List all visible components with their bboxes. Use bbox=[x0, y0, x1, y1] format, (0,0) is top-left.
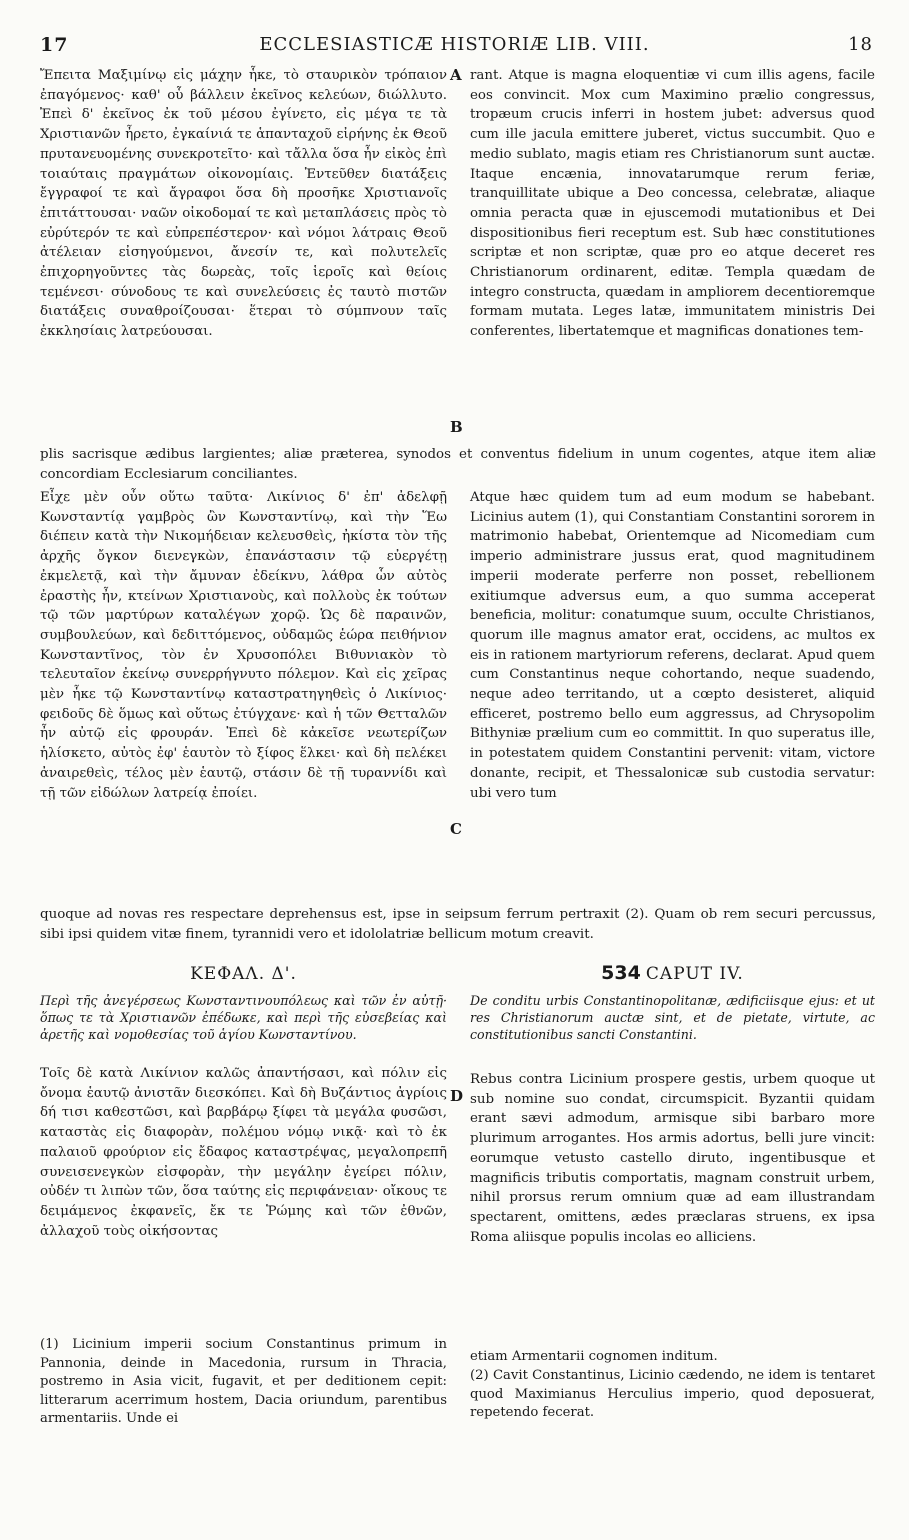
running-title: ECCLESIASTICÆ HISTORIÆ LIB. VIII. bbox=[259, 34, 650, 55]
margin-marker-c: C bbox=[450, 820, 462, 838]
right-page-number: 18 bbox=[848, 34, 873, 55]
greek-chapter-subtitle: Περὶ τῆς ἀνεγέρσεως Κωνσταντινουπόλεως καὶ τῶν ἐν αὐτῇ· ὅπως τε τὰ Χριστιανῶν ἐπέδωκε, καὶ περὶ τῆς εὐσεβείας καὶ ἀρετῆς καὶ νομοθεσίας τοῦ ἁγίου Κωνσταντίνου. bbox=[40, 993, 447, 1042]
latin-chapter-heading: CAPUT IV. bbox=[645, 964, 744, 984]
latin-passage-1: rant. Atque is magna eloquentiæ vi cum illis agens, facile eos convincit. Mox cum Maximino prælio congressus, tropæum crucis inferri in hostem jubet: adversus quod cum ille jacula emittere juberet, victus succumbit. Quo e medio sublato, magis etiam res Christianorum sunt auctæ. Itaque encænia, innovatarumque rerum feriæ, tranquillitate ubique a Deo concessa, celebratæ, aliaque omnia peracta quæ in ejuscemodi mutationibus et Dei dispositionibus fieri receptum est. Sub hæc constitutiones scriptæ et non scriptæ, quæ pro eo atque deceret res Christianorum ordinarent, editæ. Templa quædam de integro constructa, quædam in ampliorem decentioremque formam mutata. Leges latæ, immunitatem ministris Dei conferentes, libertatemque et magnificas donationes tem- bbox=[470, 68, 875, 340]
latin-chapter-subtitle: De conditu urbis Constantinopolitanæ, ædificiisque ejus: et ut res Christianorum auctæ sint, et de pietate, virtute, ac constitutionibus sancti Constantini. bbox=[470, 993, 875, 1042]
greek-chapter-heading: ΚΕΦΑΛ. Δ'. bbox=[190, 964, 297, 984]
column-number: 534 bbox=[601, 962, 641, 984]
left-page-number: 17 bbox=[40, 34, 69, 56]
margin-marker-d: D bbox=[450, 1087, 464, 1105]
latin-passage-2: Atque hæc quidem tum ad eum modum se habebant. Licinius autem (1), qui Constantiam Constantini sororem in matrimonio habebat, Orientemque ad Nicomediam cum imperio administrare jussus erat, quod magnitudinem imperii moderate perferre non posset, rebellionem exitiumque adversus eum, a quo summa acceperat beneficia, molitur: conatumque suum, occulte Christianos, quorum ille magnus amator erat, occidens, ac multos ex eis in rationem martyriorum referens, declarat. Apud quem cum Constantinus neque cohortando, neque suadendo, neque adeo territando, ut a cœpto desisteret, aliquid efficeret, postremo bello eum aggressus, ad Chrysopolim Bithyniæ prælium cum eo committit. In quo superatus ille, in potestatem quidem Constantini pervenit: vitam, victore donante, recipit, et Thessalonicæ sub custodia servatur: ubi vero tum bbox=[470, 490, 875, 801]
latin-passage-1-continued: plis sacrisque ædibus largientes; aliæ præterea, synodos et conventus fidelium in unum cogentes, atque item aliæ concordiam Ecclesiarum conciliantes. bbox=[40, 447, 876, 482]
footnote-2: (2) Cavit Constantinus, Licinio cædendo, ne idem is tentaret quod Maximianus Herculius imperio, quod deposuerat, repetendo fecerat. bbox=[470, 1368, 875, 1420]
footnote-1: (1) Licinium imperii socium Constantinus primum in Pannonia, deinde in Macedonia, rursum in Thracia, postremo in Asia vicit, fugavit, et per deditionem cepit: litterarum acerrimum hostem, Dacia oriundum, parentibus armentariis. Unde ei bbox=[40, 1337, 447, 1426]
greek-passage-1: Ἔπειτα Μαξιμίνῳ εἰς μάχην ἧκε, τὸ σταυρικὸν τρόπαιον ἐπαγόμενος· καθ' οὗ βάλλειν ἐκεῖνος κελεύων, διώλλυτο. Ἐπεὶ δ' ἐκεῖνος ἐκ τοῦ μέσου ἐγίνετο, εἰς μέγα τε τὰ Χριστιανῶν ἦρετο, ἐγκαίνιά τε ἁπανταχοῦ εἰρήνης ἐκ Θεοῦ πρυτανευομένης συνεκροτεῖτο· καὶ τἄλλα ὅσα ἦν εἰκὸς ἐπὶ τοιαύταις πραγμάτων οἰκονομίαις. Ἐντεῦθεν διατάξεις ἔγγραφοί τε καὶ ἄγραφοι ὅσα δὴ προσῆκε Χριστιανοῖς ἐπιτάττουσαι· ναῶν οἰκοδομαί τε καὶ μεταπλάσεις πρὸς τὸ εὐρύτερόν τε καὶ εὐπρεπέστερον· καὶ νόμοι λάτραις Θεοῦ ἀτέλειαν εἰσηγούμενοι, ἄνεσίν τε, καὶ πολυτελεῖς ἐπιχορηγοῦντες τὰς δωρεὰς, τοῖς ἱεροῖς καὶ θείοις τεμένεσι· σύνοδους τε καὶ συνελεύσεις ἐς ταυτὸ πιστῶν διατάξεις συναθροίζουσαι· ἕτεραι τὸ σύμπνουν ταῖς ἐκκλησίαις λατρεύουσαι. bbox=[40, 68, 447, 340]
greek-chapter-text: Τοῖς δὲ κατὰ Λικίνιον καλῶς ἀπαντήσασι, καὶ πόλιν εἰς ὄνομα ἑαυτῷ ἀνιστᾶν διεσκόπει. Καὶ δὴ Βυζάντιος ἀγρίοις δή τισι καθεστῶσι, καὶ βαρβάρῳ ξίφει τὰ μεγάλα φυσῶσι, καταστὰς εἰς διαφορὰν, πολέμου νόμῳ νικᾷ· καὶ τὸ ἐκ παλαιοῦ φρούριον εἰς ἔδαφος καταστρέψας, μεγαλοπρεπῆ συνεισενεγκὼν εἰσφορὰν, τὴν μεγάλην ἐγείρει πόλιν, οὐδέν τι λιπὼν τῶν, ὅσα ταύτης εἰς περιφάνειαν· οἴκους τε δειμάμενος ἐκφανεῖς, ἔκ τε Ῥώμης καὶ τῶν ἐθνῶν, ἀλλαχοῦ τοὺς οἰκήσοντας bbox=[40, 1066, 447, 1239]
margin-marker-b: B bbox=[450, 418, 463, 436]
latin-chapter-heading-block bbox=[470, 962, 875, 984]
margin-marker-a: A bbox=[450, 66, 462, 84]
greek-passage-2: Εἶχε μὲν οὖν οὕτω ταῦτα· Λικίνιος δ' ἐπ' ἀδελφῇ Κωνσταντίᾳ γαμβρὸς ὢν Κωνσταντίνῳ, καὶ τὴν Ἕω διέπειν κατὰ τὴν Νικομήδειαν κελευσθεὶς, ἠκίστα τὸν τῆς ἀρχῆς ὄγκον διενεγκὼν, ἐπανάστασιν τῷ εὐεργέτῃ ἐκμελετᾷ, καὶ τὴν ἄμυναν ἐδείκνυ, λάθρα ὧν αὐτὸς ἐραστὴς ἦν, κτείνων Χριστιανοὺς, καὶ πολλοὺς ἐκ τούτων τῷ τῶν μαρτύρων καταλέγων χορῷ. Ὡς δὲ παραινῶν, συμβουλεύων, καὶ δεδιττόμενος, οὐδαμῶς ἑώρα πειθήνιον Κωνσταντῖνος, τὸν ἐν Χρυσοπόλει Βιθυνιακὸν τὸ τελευταῖον ἐκείνῳ συνερρήγνυτο πόλεμον. Καὶ εἰς χεῖρας μὲν ἧκε τῷ Κωνσταντίνῳ καταστρατηγηθεὶς ὁ Λικίνιος· φειδοῦς δὲ ὅμως καὶ οὕτως ἐτύγχανε· καὶ ἡ τῶν Θετταλῶν ἦν αὐτῷ εἰς φρουράν. Ἐπεὶ δὲ κἀκεῖσε νεωτερίζων ἡλίσκετο, αὐτὸς ἐφ' ἑαυτὸν τὸ ξίφος ἕλκει· καὶ δὴ πελέκει ἀναιρεθεὶς, τέλος μὲν ἑαυτῷ, στάσιν δὲ τῇ τυραννίδι καὶ τῇ τῶν εἰδώλων λατρείᾳ ἐποίει. bbox=[40, 490, 447, 801]
latin-chapter-text: Rebus contra Licinium prospere gestis, urbem quoque ut sub nomine suo condat, circumspicit. Byzantii quidam erant sævi admodum, armisque sibi barbaro more plurimum arrogantes. Hos armis adortus, belli jure vincit: eorumque vetusto castello diruto, ingentibusque et magnificis tributis comportatis, magnam construit urbem, nihil prorsus rerum omnium quæ ad eam illustrandam spectarent, omittens, ædes præclaras struens, ex ipsa Roma aliisque populis incolas eo alliciens. bbox=[470, 1072, 875, 1245]
footnote-1-continued: etiam Armentarii cognomen inditum. bbox=[470, 1349, 718, 1364]
latin-passage-2-continued: quoque ad novas res respectare deprehensus est, ipse in seipsum ferrum pertraxit (2). Quam ob rem securi percussus, sibi ipsi quidem vitæ finem, tyrannidi vero et idololatriæ bellicum motum creavit. bbox=[40, 907, 876, 942]
